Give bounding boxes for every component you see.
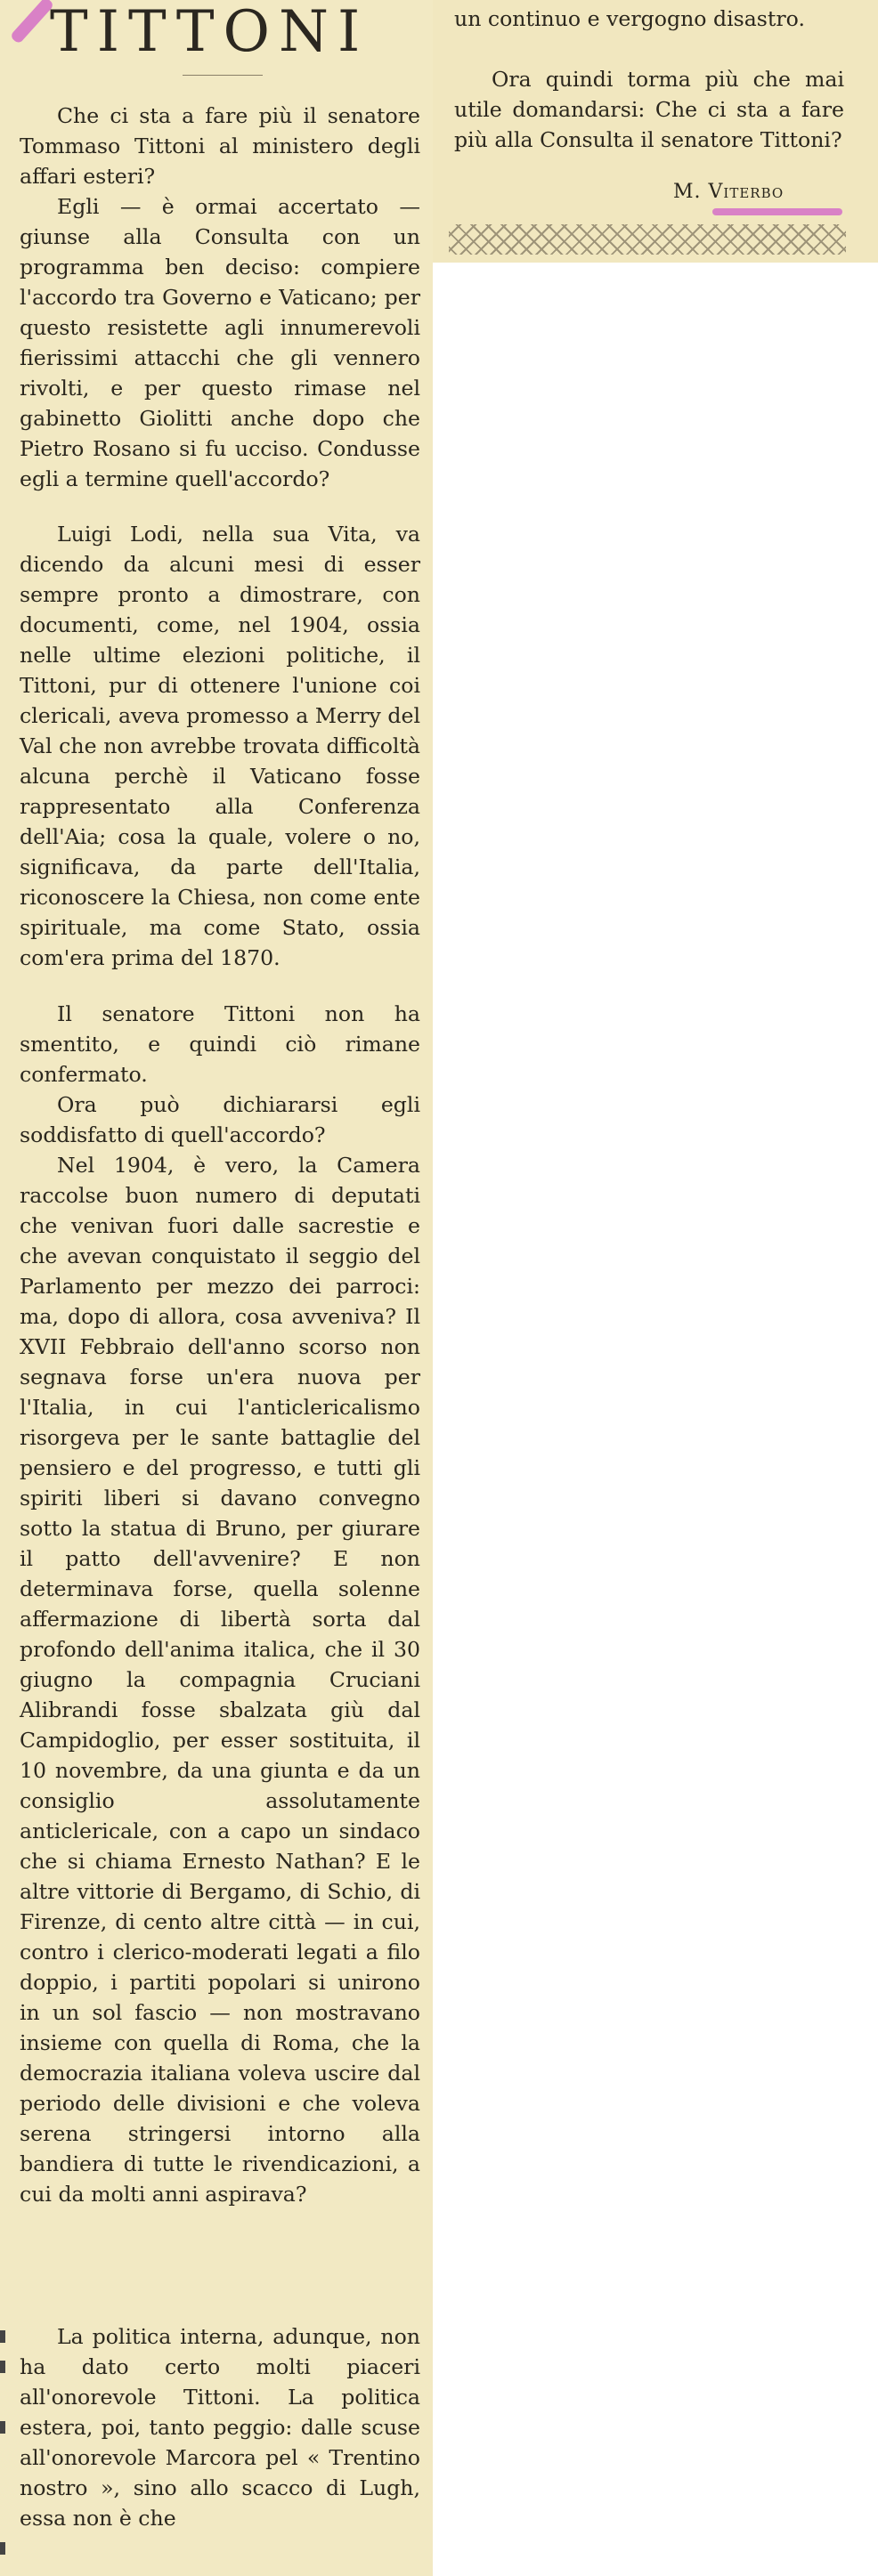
paragraph-3: Luigi Lodi, nella sua Vita, va dicendo da alcuni mesi di esser sempre pronto a dimostrare, con documenti, come, nel 1904, ossia nelle ultime elezioni politiche, il Tittoni, pur di ottenere l'unione coi clericali, aveva promesso a Merry del Val che non avrebbe trovata difficoltà alcuna perchè il Vaticano fosse rappresentato alla Conferenza dell'Aia; cosa la quale, volere o no, significava, da parte dell'Italia, riconoscere la Chiesa, non come ente spirituale, ma come Stato, ossia com'era prima del 1870. — [20, 522, 420, 970]
margin-mark — [0, 2421, 5, 2434]
paragraph-closing: Ora quindi torma più che mai utile domandarsi: Che ci sta a fare più alla Consulta il senatore Tittoni? — [454, 67, 844, 152]
paragraph-6: Nel 1904, è vero, la Camera raccolse buon numero di deputati che venivan fuori dalle sacrestie e che avevan conquistato il seggio del Parlamento per mezzo dei parroci: ma, dopo di allora, cosa avveniva? Il XVII Febbraio dell'anno scorso non segnava forse un'era nuova per l'Italia, in cui l'anticlericalismo risorgeva per le sante battaglie del pensiero e del progresso, e tutti gli spiriti liberi si davano convegno sotto la statua di Bruno, per giurare il patto dell'avvenire? E non determinava forse, quella solenne affermazione di libertà sorta dal profondo dell'anima italica, che il 30 giugno la compagnia Cruciani Alibrandi fosse sbalzata giù dal Campidoglio, per esser sostituita, il 10 novembre, da una giunta e da un consiglio assolutamente anticlericale, con a capo un sindaco che si chiama Ernesto Nathan? E le altre vittorie di Bergamo, di Schio, di Firenze, di cento altre città — in cui, contro i clerico-moderati legati a filo doppio, i partiti popolari si unirono in un sol fascio — non mostravano insieme con quella di Roma, che la democrazia italiana voleva uscire dal periodo delle divisioni e che voleva serena stringersi intorno alla bandiera di tutte le rivendicazioni, a cui da molti anni aspirava? — [20, 1153, 420, 2207]
ornamental-border — [449, 224, 846, 255]
margin-mark — [0, 2542, 5, 2555]
article-title: TITTONI — [50, 0, 370, 65]
margin-mark — [0, 2361, 5, 2373]
signature-highlight — [712, 208, 842, 215]
author-signature: M. Viterbo — [673, 181, 785, 203]
paragraph-2: Egli — è ormai accertato — giunse alla Consulta con un programma ben deciso: compiere l'accordo tra Governo e Vaticano; per questo resistette agli innumerevoli fierissimi attacchi che gli vennero rivolti, e per questo rimase nel gabinetto Giolitti anche dopo che Pietro Rosano si fu ucciso. Condusse egli a termine quell'accordo? — [20, 194, 420, 491]
paragraph-1: Che ci sta a fare più il senatore Tommaso Tittoni al ministero degli affari esteri? — [20, 103, 420, 189]
paragraph-7: La politica interna, adunque, non ha dato certo molti piaceri all'onorevole Tittoni. La politica estera, poi, tanto peggio: dalle scuse all'onorevole Marcora pel « Trentino nostro », sino allo scacco di Lugh, essa non è che — [20, 2324, 420, 2531]
paragraph-4: Il senatore Tittoni non ha smentito, e quindi ciò rimane confermato. — [20, 1001, 420, 1087]
margin-mark — [0, 2330, 5, 2343]
paragraph-continued: un continuo e vergogno disastro. — [454, 6, 805, 31]
paragraph-5: Ora può dichiararsi egli soddisfatto di quell'accordo? — [20, 1092, 420, 1147]
title-rule — [183, 75, 263, 76]
